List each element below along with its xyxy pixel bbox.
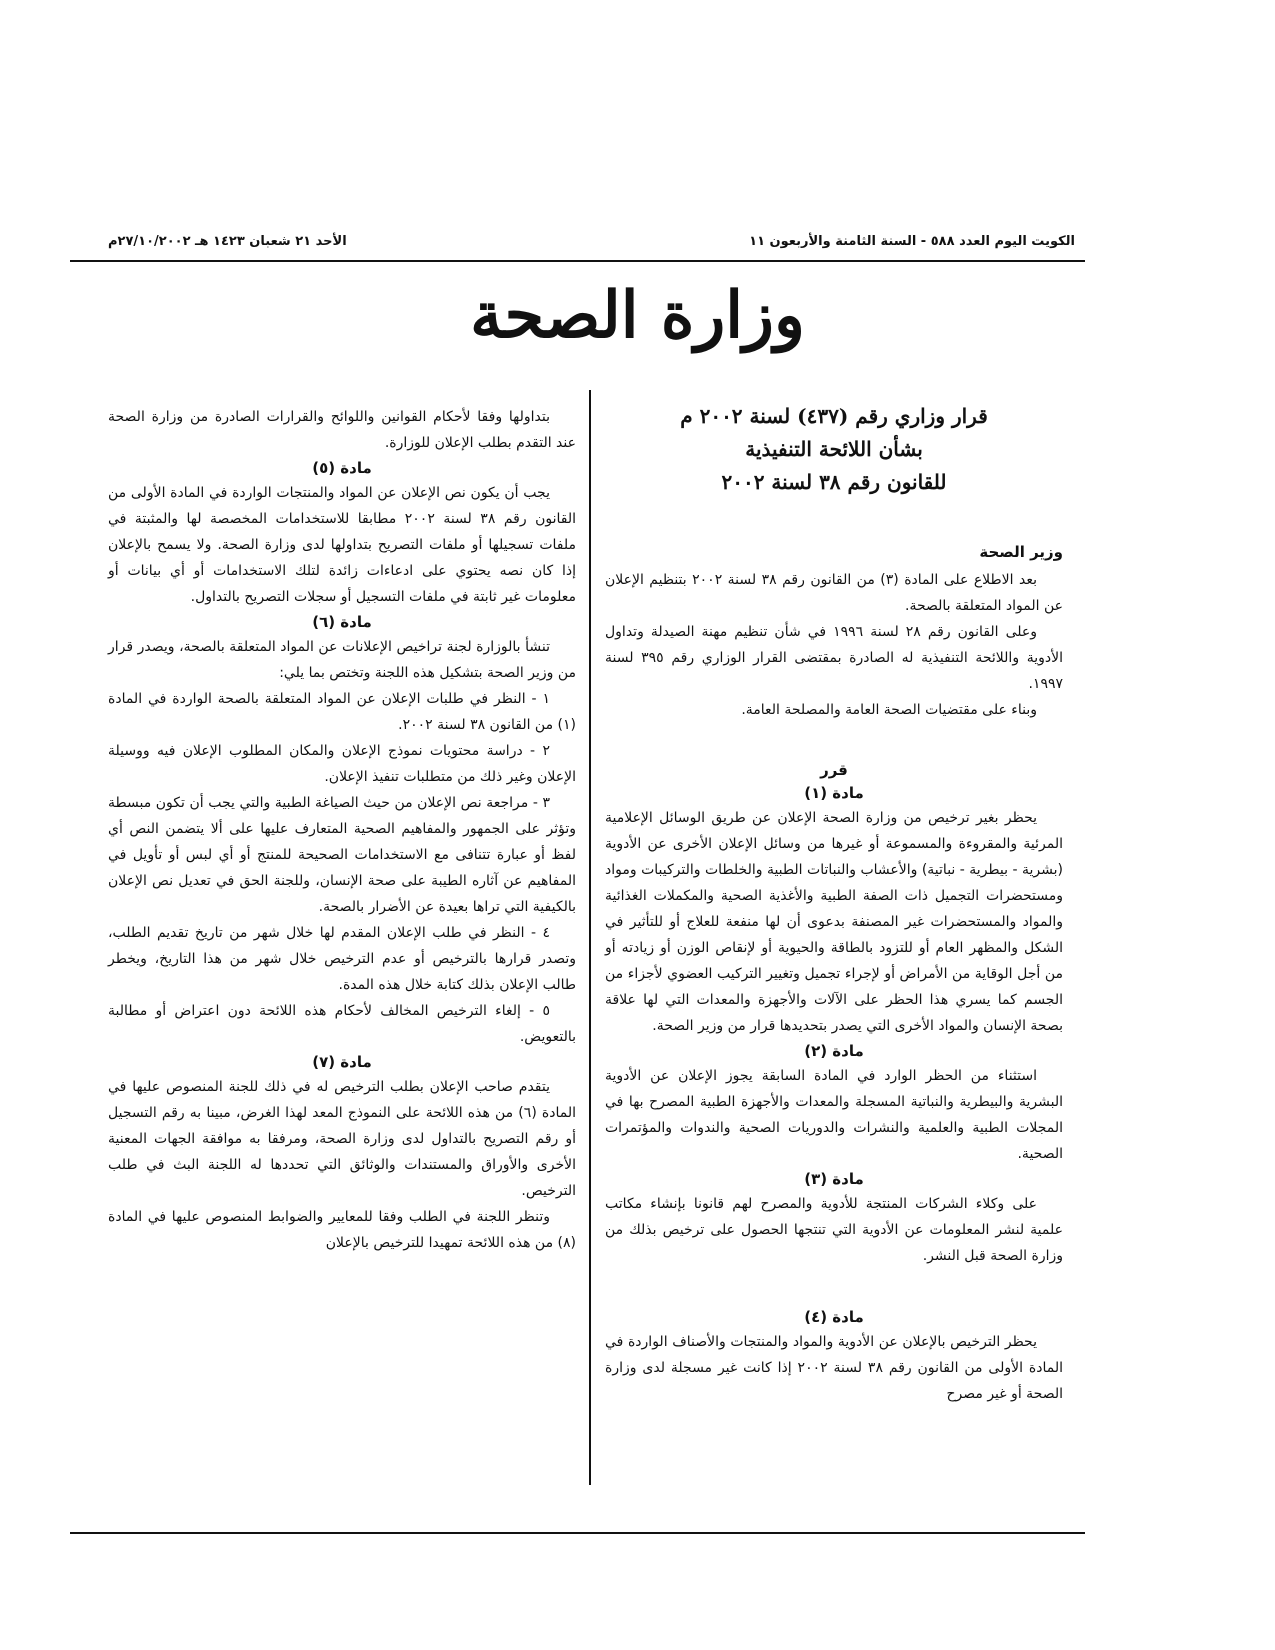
preamble-paragraph: وعلى القانون رقم ٢٨ لسنة ١٩٩٦ في شأن تنظيم مهنة الصيدلة وتداول الأدوية واللائحة التنفيذية له الصادرة بمقتضى القرار الوزاري رقم ٣٩٥ لسنة ١٩٩٧.: [605, 624, 1063, 692]
issuer-heading: وزير الصحة: [979, 543, 1063, 561]
article-text: وتنظر اللجنة في الطلب وفقا للمعايير والضوابط المنصوص عليها في المادة (٨) من هذه اللائحة تمهيدا للترخيص بالإعلان: [108, 1209, 576, 1251]
left-column: [108, 404, 576, 1256]
gazette-date: الأحد ٢١ شعبان ١٤٢٣ هـ ٢٧/١٠/٢٠٠٢م: [108, 234, 347, 249]
right-column: [605, 400, 1063, 1407]
column-divider: [589, 390, 591, 1485]
article-list-item: ٥ - إلغاء الترخيص المخالف لأحكام هذه اللائحة دون اعتراض أو مطالبة بالتعويض.: [108, 1003, 576, 1045]
preamble-paragraph: وبناء على مقتضيات الصحة العامة والمصلحة العامة.: [741, 702, 1037, 718]
article-text: استثناء من الحظر الوارد في المادة السابقة يجوز الإعلان عن الأدوية البشرية والبيطرية والنباتية المسجلة والمعدات والأجهزة الطبية المصرح بها في المجلات الطبية والعلمية والنشرات والدوريات الصحية والندوات والمؤتمرات الصحية.: [605, 1068, 1063, 1162]
decree-title: [605, 400, 1063, 499]
article-heading: مادة (١): [804, 784, 864, 802]
article-heading: مادة (٢): [804, 1042, 864, 1060]
header-divider: [70, 260, 1085, 262]
article-list-item: ٣ - مراجعة نص الإعلان من حيث الصياغة الطبية والتي يجب أن تكون مبسطة وتؤثر على الجمهور والمفاهيم الصحية المتعارف عليها على ألا يتضمن النص أي لفظ أو عبارة تتنافى مع الاستخدامات الصحيحة للمنتج أو أي لبس أو تأويل في المفاهيم عن آثاره الطيبة على صحة الإنسان، وللجنة الحق في تعديل نص الإعلان بالكيفية التي تراها بعيدة عن الأضرار بالصحة.: [108, 795, 576, 915]
decided-heading: قرر: [820, 761, 848, 779]
article-text: تنشأ بالوزارة لجنة تراخيص الإعلانات عن المواد المتعلقة بالصحة، ويصدر قرار من وزير الصحة بتشكيل هذه اللجنة وتختص بما يلي:: [108, 639, 576, 681]
article-list-item: ١ - النظر في طلبات الإعلان عن المواد المتعلقة بالصحة الواردة في المادة (١) من القانون ٣٨ لسنة ٢٠٠٢.: [108, 691, 576, 733]
decree-title-line-1: قرار وزاري رقم (٤٣٧) لسنة ٢٠٠٢ م: [680, 404, 988, 428]
decree-title-line-2: بشأن اللائحة التنفيذية: [745, 437, 923, 461]
footer-divider: [70, 1532, 1085, 1534]
preamble-paragraph: بعد الاطلاع على المادة (٣) من القانون رقم ٣٨ لسنة ٢٠٠٢ بتنظيم الإعلان عن المواد المتعلقة بالصحة.: [605, 572, 1063, 614]
article-text-continuation: بتداولها وفقا لأحكام القوانين واللوائح والقرارات الصادرة من وزارة الصحة عند التقدم بطلب الإعلان للوزارة.: [108, 409, 576, 451]
article-text: يحظر بغير ترخيص من وزارة الصحة الإعلان عن طريق الوسائل الإعلامية المرئية والمقروءة والمسموعة أو غيرها من وسائل الإعلان الأخرى عن الأدوية (بشرية - بيطرية - نباتية) والأعشاب والنباتات الطبية والخلطات والتركيبات ومواد ومستحضرات التجميل ذات الصفة الطبية والأغذية الصحية والمكملات الغذائية والمواد والمستحضرات غير المصنفة بدعوى أن لها منفعة للعلاج أو للتأثير في الشكل والمظهر العام أو للتزود بالطاقة والحيوية أو لإنقاص الوزن أو زيادته أو من أجل الوقاية من الأمراض أو لإجراء تجميل وتغيير التركيب العضوي لأجزاء من الجسم كما يسري هذا الحظر على الآلات والأجهزة والمعدات التي لها علاقة بصحة الإنسان والمواد الأخرى التي يصدر بتحديدها قرار من وزير الصحة.: [605, 810, 1063, 1034]
article-heading: مادة (٥): [312, 459, 372, 477]
article-heading: مادة (٤): [804, 1308, 864, 1326]
decree-title-line-3: للقانون رقم ٣٨ لسنة ٢٠٠٢: [721, 470, 947, 494]
page-title: وزارة الصحة: [470, 278, 805, 353]
article-text: يجب أن يكون نص الإعلان عن المواد والمنتجات الواردة في المادة الأولى من القانون رقم ٣٨ لسنة ٢٠٠٢ مطابقا للاستخدامات المخصصة لها والمثبتة في ملفات تسجيلها أو ملفات التصريح بتداولها لدى وزارة الصحة. ولا يسمح بالإعلان إذا كان نصه يحتوي على ادعاءات زائدة لتلك الاستخدامات أو أي بيانات أو معلومات غير ثابتة في ملفات التسجيل أو سجلات التصريح بالتداول.: [108, 485, 576, 605]
article-heading: مادة (٧): [312, 1053, 372, 1071]
article-list-item: ٢ - دراسة محتويات نموذج الإعلان والمكان المطلوب الإعلان فيه ووسيلة الإعلان وغير ذلك من متطلبات تنفيذ الإعلان.: [108, 743, 576, 785]
article-text: على وكلاء الشركات المنتجة للأدوية والمصرح لهم قانونا بإنشاء مكاتب علمية لنشر المعلومات عن الأدوية التي تنتجها الحصول على ترخيص بذلك من وزارة الصحة قبل النشر.: [605, 1196, 1063, 1264]
article-heading: مادة (٣): [804, 1170, 864, 1188]
article-text: يتقدم صاحب الإعلان بطلب الترخيص له في ذلك للجنة المنصوص عليها في المادة (٦) من هذه اللائحة على النموذج المعد لهذا الغرض، مبينا به رقم التسجيل أو رقم التصريح بالتداول لدى وزارة الصحة، ومرفقا به موافقة الجهات المعنية الأخرى والأوراق والمستندات والوثائق التي تحددها له اللجنة البث في طلب الترخيص.: [108, 1079, 577, 1199]
article-text: يحظر الترخيص بالإعلان عن الأدوية والمواد والمنتجات والأصناف الواردة في المادة الأولى من القانون رقم ٣٨ لسنة ٢٠٠٢ إذا كانت غير مسجلة لدى وزارة الصحة أو غير مصرح: [605, 1334, 1063, 1402]
gazette-issue-info: الكويت اليوم العدد ٥٨٨ - السنة الثامنة والأربعون ١١: [749, 234, 1075, 249]
article-heading: مادة (٦): [312, 613, 372, 631]
article-list-item: ٤ - النظر في طلب الإعلان المقدم لها خلال شهر من تاريخ تقديم الطلب، وتصدر قرارها بالترخيص أو عدم الترخيص خلال شهر من هذا التاريخ، ويخطر طالب الإعلان بذلك كتابة خلال هذه المدة.: [108, 925, 576, 993]
